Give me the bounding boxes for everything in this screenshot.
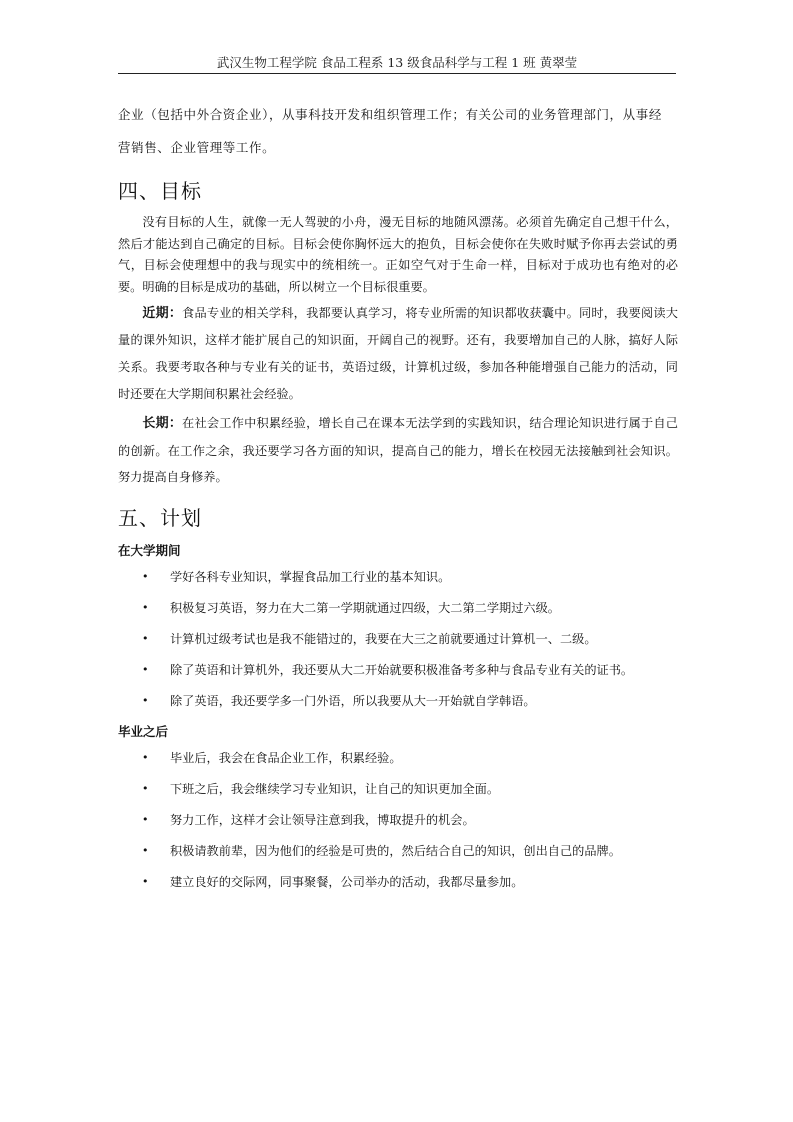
- long-term-goal: [118, 410, 678, 491]
- list-item: [118, 567, 678, 587]
- section-heading-plan: 五、计划: [118, 505, 202, 530]
- bullet-icon: •: [142, 843, 149, 857]
- bullet-icon: •: [142, 874, 149, 888]
- bullet-icon: •: [142, 569, 149, 583]
- list-item-text: 学好各科专业知识，掌握食品加工行业的基本知识。: [170, 569, 451, 584]
- list-item: [118, 598, 678, 618]
- list-item: [118, 748, 678, 768]
- bullet-icon: •: [142, 600, 149, 614]
- bullet-icon: •: [142, 693, 149, 707]
- list-item: [118, 660, 678, 680]
- after-graduation-list: [118, 748, 678, 892]
- list-item: [118, 779, 678, 799]
- list-item-text: 除了英语，我还要学多一门外语，所以我要从大一开始就自学韩语。: [170, 693, 536, 708]
- college-plan-title: 在大学期间: [118, 542, 181, 558]
- after-graduation-title: 毕业之后: [118, 723, 169, 739]
- list-item: [118, 872, 678, 892]
- bullet-icon: •: [142, 812, 149, 826]
- list-item-text: 除了英语和计算机外，我还要从大二开始就要积极准备考多种与食品专业有关的证书。: [170, 662, 634, 677]
- list-item-text: 积极复习英语，努力在大二第一学期就通过四级，大二第二学期过六级。: [170, 600, 560, 615]
- list-item: [118, 810, 678, 830]
- college-plan-list: [118, 567, 678, 711]
- bullet-icon: •: [142, 662, 149, 676]
- list-item-text: 计算机过级考试也是我不能错过的，我要在大三之前就要通过计算机一、二级。: [170, 631, 597, 646]
- list-item-text: 积极请教前辈，因为他们的经验是可贵的，然后结合自己的知识，创出自己的品牌。: [170, 843, 621, 858]
- list-item: [118, 841, 678, 861]
- document-body: [118, 98, 678, 903]
- list-item: [118, 691, 678, 711]
- long-term-text: 在社会工作中积累经验，增长自己在课本无法学到的实践知识，结合理论知识进行属于自己的创新。在工作之余，我还要学习各方面的知识，提高自己的能力，增长在校园无法接触到社会知识。努力提高自身修养。: [118, 416, 678, 484]
- near-term-label: 近期：: [142, 306, 183, 321]
- list-item-text: 建立良好的交际网，同事聚餐，公司举办的活动，我都尽量参加。: [170, 874, 524, 889]
- goals-paragraph: 没有目标的人生，就像一无人驾驶的小舟，漫无目标的地随风漂荡。必须首先确定自己想干什么，然后才能达到自己确定的目标。目标会使你胸怀远大的抱负，目标会使你在失败时赋予你再去尝试的勇气，目标会使理想中的我与现实中的统相统一。正如空气对于生命一样，目标对于成功也有绝对的必要。明确的目标是成功的基础，所以树立一个目标很重要。: [118, 215, 678, 294]
- bullet-icon: •: [142, 781, 149, 795]
- bullet-icon: •: [142, 631, 149, 645]
- intro-line-2: 营销售、企业管理等工作。: [118, 140, 276, 155]
- near-term-goal: [118, 300, 678, 408]
- near-term-text: 食品专业的相关学科，我都要认真学习，将专业所需的知识都收获囊中。同时，我要阅读大量的课外知识，这样才能扩展自己的知识面，开阔自己的视野。还有，我要增加自己的人脉，搞好人际关系。我要考取各种与专业有关的证书，英语过级，计算机过级，参加各种能增强自己能力的活动，同时还要在大学期间积累社会经验。: [118, 306, 678, 401]
- long-term-label: 长期：: [142, 416, 183, 431]
- list-item: [118, 629, 678, 649]
- list-item-text: 努力工作，这样才会让领导注意到我，博取提升的机会。: [170, 812, 475, 827]
- intro-line-1: 企业（包括中外合资企业），从事科技开发和组织管理工作；有关公司的业务管理部门，从事经: [118, 107, 662, 122]
- list-item-text: 毕业后，我会在食品企业工作，积累经验。: [170, 750, 402, 765]
- list-item-text: 下班之后，我会继续学习专业知识，让自己的知识更加全面。: [170, 781, 500, 796]
- page-header: 武汉生物工程学院 食品工程系 13 级食品科学与工程 1 班 黄翠莹: [216, 55, 578, 70]
- bullet-icon: •: [142, 750, 149, 764]
- section-heading-goals: 四、目标: [118, 179, 202, 203]
- header-divider: [118, 73, 676, 74]
